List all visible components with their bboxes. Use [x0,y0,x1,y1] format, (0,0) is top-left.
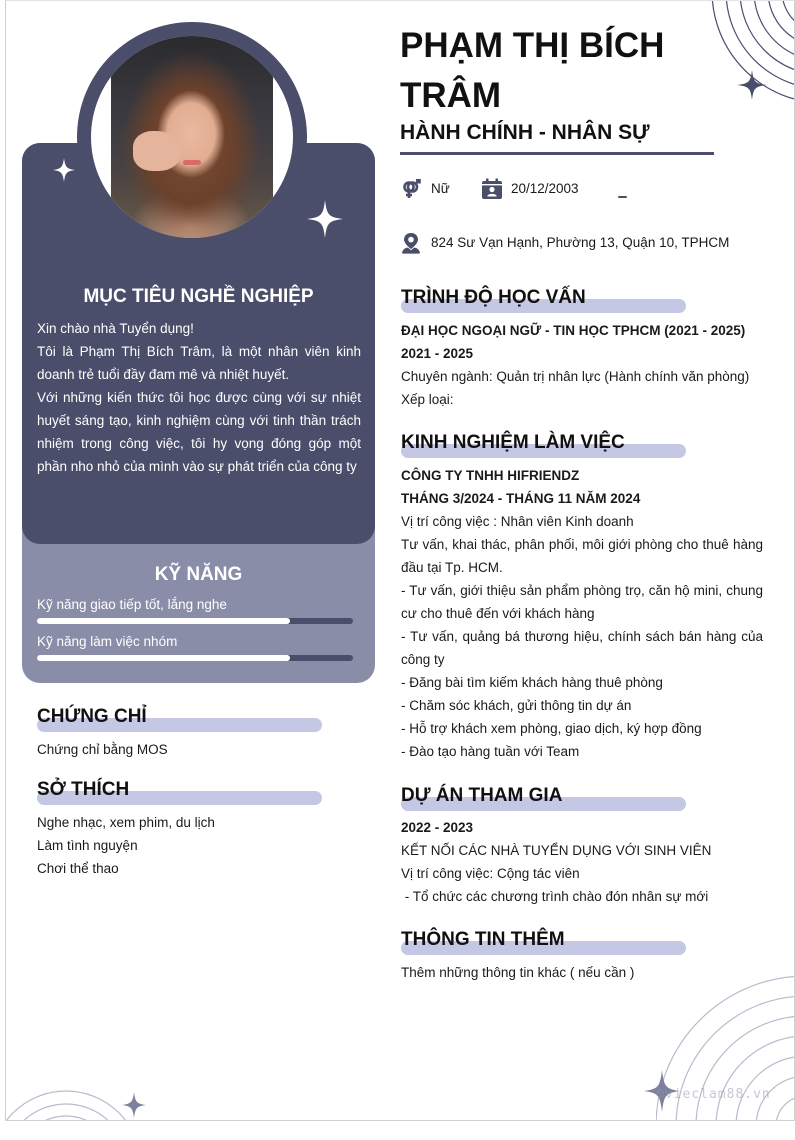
additional-content [401,961,634,984]
skill-bar [37,655,353,661]
sparkle-icon [736,69,768,101]
objective-paragraph: Tôi là Phạm Thị Bích Trâm, là một nhân viên kinh doanh trẻ tuổi đầy đam mê và nhiệt huyết. [37,344,361,382]
projects-content [401,816,763,908]
location-pin-icon [401,232,421,254]
section-title: DỰ ÁN THAM GIA [401,785,563,806]
objective-text [37,317,361,478]
skill-label: Kỹ năng giao tiếp tốt, lắng nghe [37,597,227,612]
experience-duty: - Đào tạo hàng tuần với Team [401,744,580,759]
company-name: CÔNG TY TNHH HIFRIENDZ [401,468,580,483]
sparkle-icon [52,157,76,183]
skill-label: Kỹ năng làm việc nhóm [37,634,178,649]
project-name: KẾT NỐI CÁC NHÀ TUYỂN DỤNG VỚI SINH VIÊN [401,843,712,858]
divider [400,152,714,155]
projects-heading [401,785,701,815]
additional-text: Thêm những thông tin khác ( nếu cần ) [401,965,635,980]
education-major: Chuyên ngành: Quản trị nhân lực (Hành chính văn phòng) [401,369,750,384]
experience-duty: - Tư vấn, giới thiệu sản phẩm phòng trọ, căn hộ mini, chung cư cho thuê đến với khách hàng [401,583,763,621]
sparkle-icon [121,1091,147,1119]
sparkle-icon [306,199,344,239]
cv-page [5,0,795,1121]
objective-paragraph: Xin chào nhà Tuyển dụng! [37,321,194,336]
section-title: THÔNG TIN THÊM [401,929,565,950]
certificates-list [37,738,168,761]
education-period: 2021 - 2025 [401,346,474,361]
additional-heading [401,929,701,959]
gender-value: Nữ [431,181,450,196]
skill-bar-fill [37,618,290,624]
full-name [400,21,664,121]
experience-position: Vị trí công việc : Nhân viên Kinh doanh [401,514,634,529]
birthday-value: 20/12/2003 [511,181,579,196]
experience-summary: Tư vấn, khai thác, phân phối, môi giới phòng cho thuê hàng đầu tại Tp. HCM. [401,537,763,575]
education-rank: Xếp loại: [401,392,454,407]
experience-duty: - Hỗ trợ khách xem phòng, giao dịch, ký hợp đồng [401,721,702,736]
project-duty: - Tổ chức các chương trình chào đón nhân sự mới [401,889,709,904]
skill-bar-fill [37,655,290,661]
name-line: PHẠM THỊ BÍCH [400,26,665,65]
gender-icon [401,179,421,199]
objective-title: MỤC TIÊU NGHỀ NGHIỆP [83,286,314,307]
education-content [401,319,763,411]
experience-duty: - Tư vấn, quảng bá thương hiệu, chính sách bán hàng của công ty [401,629,763,667]
school-name: ĐẠI HỌC NGOẠI NGỮ - TIN HỌC TPHCM (2021 - 2025) [401,323,746,338]
hobby-item: Làm tình nguyện [37,838,138,853]
skills-title: KỸ NĂNG [154,564,243,585]
hobbies-list [37,811,215,880]
experience-period: THÁNG 3/2024 - THÁNG 11 NĂM 2024 [401,491,641,506]
watermark: ©vieclam88.vn [656,1087,771,1102]
experience-content [401,464,763,763]
section-title: CHỨNG CHỈ [37,706,147,727]
calendar-user-icon [481,178,503,200]
decorative-mark [618,196,627,198]
hobby-item: Chơi thể thao [37,861,119,876]
address-value: 824 Sư Vạn Hạnh, Phường 13, Quận 10, TPHCM [431,235,730,250]
skill-bar [37,618,353,624]
experience-heading [401,432,701,462]
section-title: TRÌNH ĐỘ HỌC VẤN [401,287,586,308]
section-title: KINH NGHIỆM LÀM VIỆC [401,432,625,453]
project-period: 2022 - 2023 [401,820,474,835]
job-title: HÀNH CHÍNH - NHÂN SỰ [400,121,650,144]
profile-photo [111,36,273,238]
objective-paragraph: Với những kiến thức tôi học được cùng với sự nhiệt huyết sáng tạo, kinh nghiệm cùng với tinh thần trách nhiệm trong công việc, tôi hy vọng đóng góp một phần nho nhỏ của mình vào sự phát triển của công ty [37,390,361,474]
experience-duty: - Đăng bài tìm kiếm khách hàng thuê phòng [401,675,663,690]
certificate-item: Chứng chỉ bằng MOS [37,742,168,757]
name-line: TRÂM [400,76,502,115]
hobbies-heading [37,779,337,809]
avatar [91,36,293,238]
section-title: SỞ THÍCH [37,779,130,800]
hobby-item: Nghe nhạc, xem phim, du lịch [37,815,215,830]
experience-duty: - Chăm sóc khách, gửi thông tin dự án [401,698,632,713]
project-position: Vị trí công việc: Cộng tác viên [401,866,580,881]
certificates-heading [37,706,337,736]
decorative-arcs-top-right [706,1,795,311]
education-heading [401,287,701,317]
